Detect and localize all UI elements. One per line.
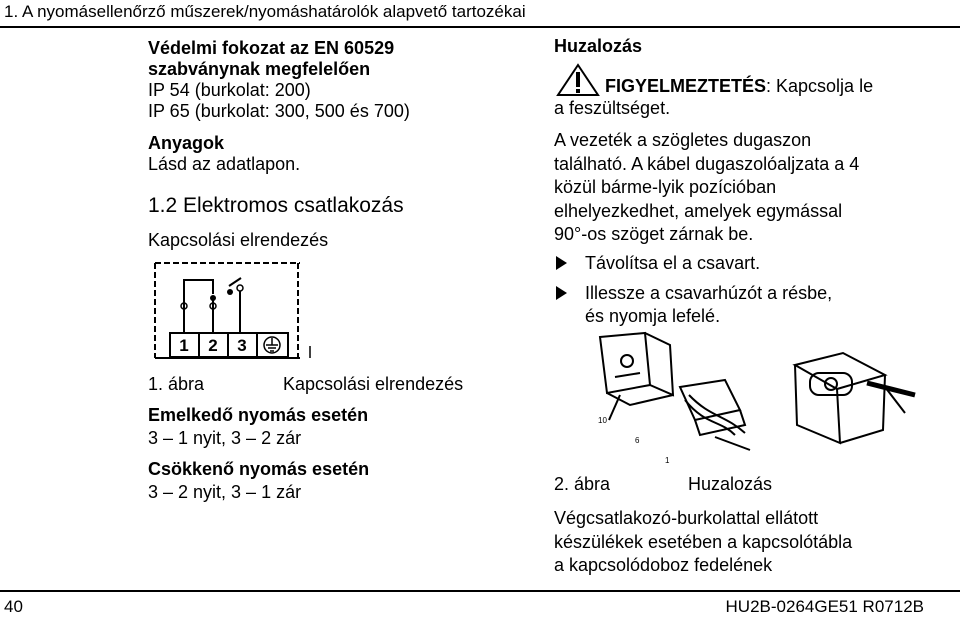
protection-values xyxy=(148,80,410,122)
protection-line: IP 65 (burkolat: 300, 500 és 700) xyxy=(148,101,410,121)
protection-line: Védelmi fokozat az EN 60529 xyxy=(148,38,395,58)
header-rule xyxy=(0,26,960,28)
figure1-caption: Kapcsolási elrendezés xyxy=(283,374,464,394)
materials-heading: Anyagok xyxy=(148,133,225,153)
warning-line-2: a feszültséget. xyxy=(554,98,671,118)
figure2-caption: Huzalozás xyxy=(688,474,773,494)
end-line: Végcsatlakozó-burkolattal ellátott xyxy=(554,508,819,528)
protection-heading xyxy=(148,38,394,80)
warning-label: FIGYELMEZTETÉS xyxy=(605,76,767,96)
section-heading: 1.2 Elektromos csatlakozás xyxy=(148,194,404,217)
photo-label: 10 xyxy=(598,416,607,425)
switching-heading: Kapcsolási elrendezés xyxy=(148,230,329,250)
step-text: Távolítsa el a csavart. xyxy=(585,253,761,273)
body-line: közül bárme-lyik pozícióban xyxy=(554,177,777,197)
terminal-label: 3 xyxy=(237,336,247,355)
step-item xyxy=(556,283,832,304)
body-line: 90°-os szöget zárnak be. xyxy=(554,224,754,244)
terminal-label: 1 xyxy=(179,336,189,355)
end-text xyxy=(554,507,852,578)
footer-rule xyxy=(0,590,960,592)
step-item xyxy=(556,253,760,274)
connector-photo xyxy=(585,325,920,465)
end-line: készülékek esetében a kapcsolótábla xyxy=(554,531,853,552)
figure1-number: 1. ábra xyxy=(148,374,205,394)
protection-line: szabványnak megfelelően xyxy=(148,59,371,79)
wiring-heading: Huzalozás xyxy=(554,36,643,56)
wiring-body xyxy=(554,129,859,247)
materials-text: Lásd az adatlapon. xyxy=(148,154,301,174)
rising-text: 3 – 1 nyit, 3 – 2 zár xyxy=(148,428,302,448)
photo-label: 1 xyxy=(665,456,670,465)
photo-label: 6 xyxy=(635,436,640,445)
figure2-number: 2. ábra xyxy=(554,474,611,494)
end-line: a kapcsolódoboz fedelének xyxy=(554,555,773,575)
warning-icon xyxy=(556,63,600,97)
step-text-continued: és nyomja lefelé. xyxy=(585,306,721,326)
body-line: található. A kábel dugaszolóaljzata a 4 xyxy=(554,153,860,174)
terminal-label: 2 xyxy=(208,336,218,355)
protection-line: IP 54 (burkolat: 200) xyxy=(148,80,311,100)
page-number: 40 xyxy=(4,597,23,616)
rising-heading: Emelkedő nyomás esetén xyxy=(148,405,369,425)
arrow-bullet-icon xyxy=(556,256,567,270)
step-text: Illessze a csavarhúzót a résbe, xyxy=(585,283,833,303)
running-header: 1. A nyomásellenőrző műszerek/nyomáshatárolók alapvető tartozékai xyxy=(4,2,526,21)
body-line: A vezeték a szögletes dugaszon xyxy=(554,130,812,150)
switching-diagram xyxy=(150,258,320,363)
document-code: HU2B-0264GE51 R0712B xyxy=(725,597,924,616)
warning-line xyxy=(605,76,873,97)
arrow-bullet-icon xyxy=(556,286,567,300)
falling-text: 3 – 2 nyit, 3 – 1 zár xyxy=(148,482,302,502)
warning-text: : Kapcsolja le xyxy=(766,76,874,96)
falling-heading: Csökkenő nyomás esetén xyxy=(148,459,370,479)
body-line: elhelyezkedhet, amelyek egymással xyxy=(554,200,843,221)
ground-icon xyxy=(264,337,280,353)
